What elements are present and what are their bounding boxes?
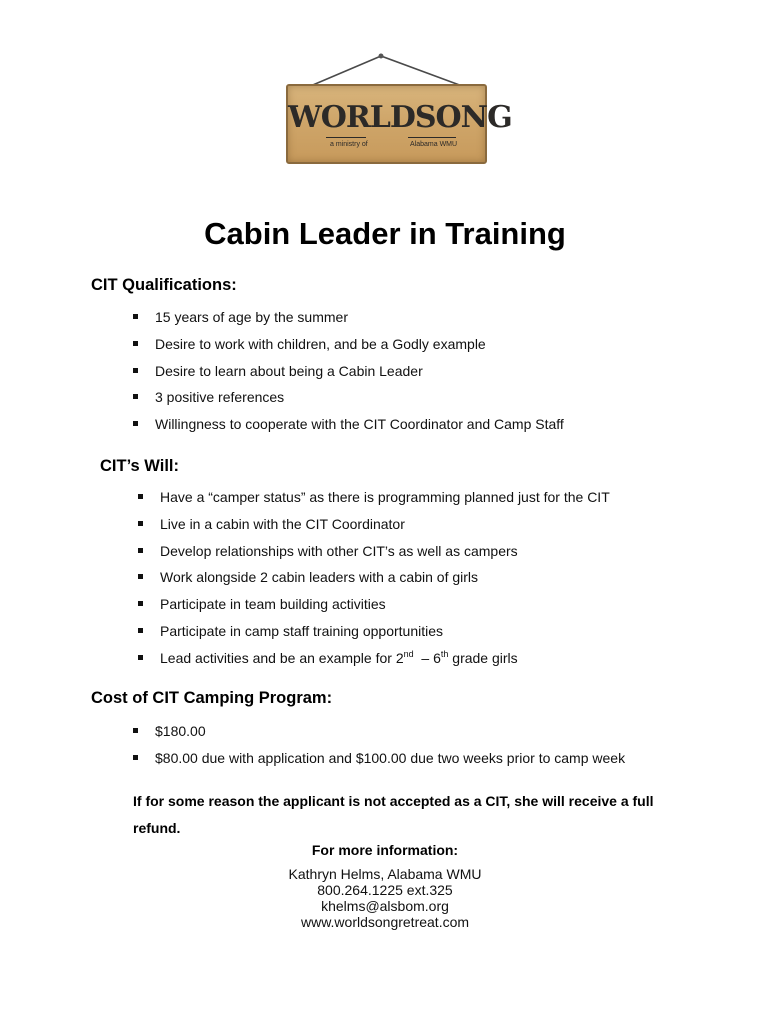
logo-brand: WORLDSONG: [288, 100, 512, 135]
list-item: Develop relationships with other CIT’s as well as campers: [160, 542, 610, 569]
list-item: [160, 649, 610, 676]
list-item: Participate in team building activities: [160, 595, 610, 622]
contact-website: www.worldsongretreat.com: [300, 914, 470, 930]
worldsong-logo: [283, 50, 512, 166]
list-item: Work alongside 2 cabin leaders with a cabin of girls: [160, 568, 610, 595]
list-item: Live in a cabin with the CIT Coordinator: [160, 515, 610, 542]
contact-heading: For more information:: [311, 842, 459, 858]
list-item: $180.00: [155, 722, 625, 749]
logo-rule-right: [408, 137, 456, 138]
grade-text-suffix: grade girls: [448, 649, 518, 666]
list-item: $80.00 due with application and $100.00 due two weeks prior to camp week: [155, 749, 625, 776]
cost-list: [155, 722, 625, 776]
grade-ordinal-1: nd: [403, 648, 414, 659]
grade-text-middle: – 6: [413, 649, 441, 666]
logo-tagline-right: Alabama WMU: [410, 141, 458, 148]
logo-tagline-left: a ministry of: [330, 141, 368, 148]
grade-ordinal-2: th: [440, 648, 449, 659]
list-item: 3 positive references: [155, 388, 564, 415]
qualifications-heading: CIT Qualifications:: [91, 276, 237, 294]
list-item: Participate in camp staff training opportunities: [160, 622, 610, 649]
list-item: Willingness to cooperate with the CIT Coordinator and Camp Staff: [155, 415, 564, 442]
list-item: Desire to work with children, and be a Godly example: [155, 335, 564, 362]
will-list: [160, 488, 610, 676]
cost-heading: Cost of CIT Camping Program:: [91, 689, 333, 707]
grade-text-prefix: Lead activities and be an example for 2: [160, 649, 404, 666]
contact-email: khelms@alsbom.org: [321, 898, 449, 914]
list-item: Desire to learn about being a Cabin Leader: [155, 362, 564, 389]
list-item: Have a “camper status” as there is programming planned just for the CIT: [160, 488, 610, 515]
wooden-sign: [286, 84, 512, 164]
qualifications-list: [155, 308, 564, 442]
contact-name: Kathryn Helms, Alabama WMU: [288, 866, 482, 882]
page-title: Cabin Leader in Training: [204, 216, 566, 251]
will-heading: CIT’s Will:: [100, 457, 179, 475]
refund-note: If for some reason the applicant is not accepted as a CIT, she will receive a full refund.: [133, 793, 654, 836]
contact-phone: 800.264.1225 ext.325: [317, 882, 453, 898]
logo-rule-left: [326, 137, 366, 138]
contact-block: [0, 866, 770, 930]
list-item: 15 years of age by the summer: [155, 308, 564, 335]
